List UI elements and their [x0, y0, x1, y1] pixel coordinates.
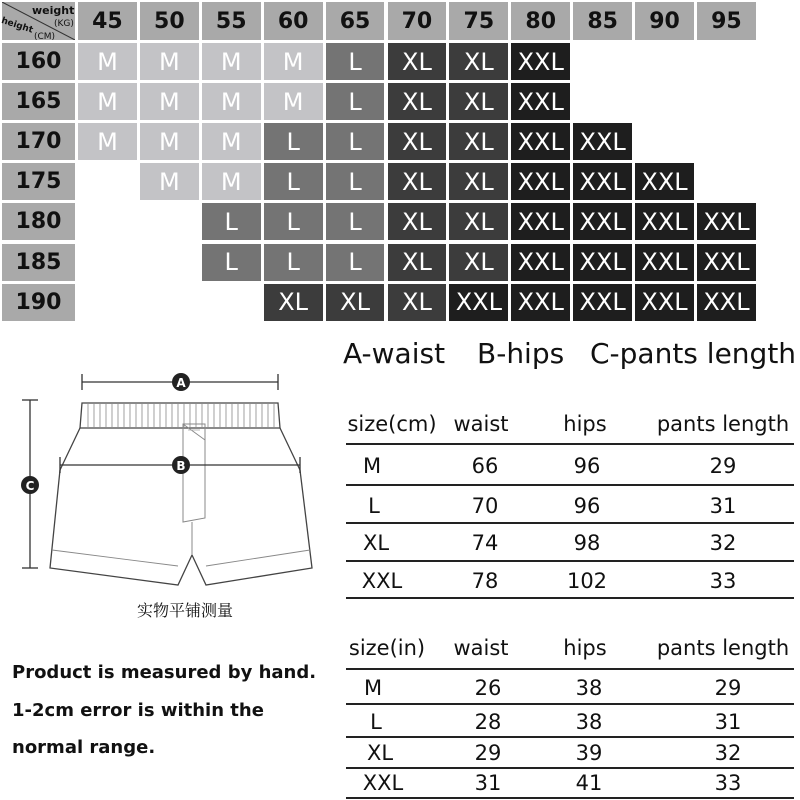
- size-cell: XL: [326, 284, 385, 321]
- size-cell: L: [326, 203, 385, 240]
- size-cell: [78, 203, 137, 240]
- size-cell: M: [140, 123, 199, 160]
- in-row-m-hips: 38: [575, 676, 603, 700]
- size-cell: XL: [449, 163, 508, 200]
- size-cell: XXL: [511, 43, 570, 80]
- cm-row-l-waist: 70: [471, 494, 499, 518]
- in-row-m-length: 29: [714, 676, 742, 700]
- size-cell: L: [326, 244, 385, 281]
- cm-row-xl-length: 32: [709, 531, 737, 555]
- size-cell: [697, 123, 756, 160]
- note-line-1: Product is measured by hand.: [12, 662, 317, 683]
- size-cell: M: [202, 163, 261, 200]
- size-cell: [140, 203, 199, 240]
- cm-table-bottom: [346, 597, 794, 599]
- waistband-pleats: [88, 404, 274, 427]
- size-cell: [635, 43, 694, 80]
- size-cell: [573, 43, 632, 80]
- size-cell: XL: [264, 284, 323, 321]
- weight-header-70: 70: [388, 2, 447, 40]
- cm-row-l-size: L: [368, 494, 380, 518]
- size-cell: M: [202, 43, 261, 80]
- cm-row-l-length: 31: [709, 494, 737, 518]
- size-cell: L: [326, 83, 385, 120]
- in-row-xl-waist: 29: [474, 741, 502, 765]
- in-row-m-waist: 26: [474, 676, 502, 700]
- size-cell: XL: [449, 244, 508, 281]
- fly-outline: [183, 424, 205, 522]
- size-cell: [573, 83, 632, 120]
- size-cell: M: [78, 123, 137, 160]
- cm-row-xxl-size: XXL: [361, 569, 403, 593]
- height-header-190: 190: [2, 284, 75, 321]
- weight-header-50: 50: [140, 2, 199, 40]
- size-cell: L: [264, 123, 323, 160]
- cm-row-divider: [346, 484, 794, 486]
- weight-header-90: 90: [635, 2, 694, 40]
- cm-row-m-waist: 66: [471, 454, 499, 478]
- size-cell: [78, 284, 137, 321]
- size-cell: L: [202, 203, 261, 240]
- cm-row-l-hips: 96: [573, 494, 601, 518]
- in-row-xl-hips: 39: [575, 741, 603, 765]
- in-table-bottom: [346, 797, 794, 799]
- size-cell: XXL: [573, 123, 632, 160]
- size-cell: XL: [388, 43, 447, 80]
- size-cell: XL: [449, 43, 508, 80]
- cm-row-m-length: 29: [709, 454, 737, 478]
- in-row-l-waist: 28: [474, 710, 502, 734]
- size-cell: M: [140, 43, 199, 80]
- size-cell: XXL: [573, 284, 632, 321]
- size-cell: [635, 123, 694, 160]
- cm-row-xl-hips: 98: [573, 531, 601, 555]
- size-cell: XL: [388, 244, 447, 281]
- size-cell: XL: [449, 123, 508, 160]
- matrix-corner: [2, 2, 75, 40]
- cm-row-xxl-length: 33: [709, 569, 737, 593]
- weight-header-75: 75: [449, 2, 508, 40]
- size-cell: [697, 43, 756, 80]
- measure-a-label: A: [176, 376, 186, 390]
- in-row-divider: [346, 767, 794, 769]
- measure-c-label: C: [25, 479, 35, 493]
- weight-header-55: 55: [202, 2, 261, 40]
- weight-header-95: 95: [697, 2, 756, 40]
- legend-b: B-hips: [477, 337, 565, 370]
- weight-header-60: 60: [264, 2, 323, 40]
- size-cell: XXL: [635, 203, 694, 240]
- size-cell: [140, 244, 199, 281]
- in-row-l-size: L: [370, 710, 382, 734]
- in-header-length: pants length: [656, 636, 790, 660]
- size-cell: XL: [388, 83, 447, 120]
- in-row-xxl-size: XXL: [362, 771, 404, 795]
- cm-header-length: pants length: [656, 412, 790, 436]
- size-cell: L: [264, 203, 323, 240]
- in-row-xxl-waist: 31: [474, 771, 502, 795]
- in-row-xl-size: XL: [366, 741, 394, 765]
- size-cell: XXL: [511, 123, 570, 160]
- size-cell: M: [264, 43, 323, 80]
- size-cell: [697, 83, 756, 120]
- cm-row-xxl-hips: 102: [566, 569, 608, 593]
- height-header-175: 175: [2, 163, 75, 200]
- in-header-divider: [346, 668, 794, 670]
- legend-a: A-waist: [343, 337, 446, 370]
- height-header-165: 165: [2, 83, 75, 120]
- right-hem: [206, 550, 310, 566]
- diagram-caption: 实物平铺测量: [136, 601, 233, 620]
- in-row-l-hips: 38: [575, 710, 603, 734]
- left-hem: [52, 550, 178, 566]
- size-cell: M: [78, 43, 137, 80]
- in-row-l-length: 31: [714, 710, 742, 734]
- size-cell: L: [326, 43, 385, 80]
- weight-header-45: 45: [78, 2, 137, 40]
- size-cell: L: [202, 244, 261, 281]
- corner-cm-label: (CM): [34, 32, 56, 42]
- size-cell: M: [202, 83, 261, 120]
- note-line-2: 1-2cm error is within the: [12, 700, 264, 721]
- size-cell: XXL: [511, 83, 570, 120]
- size-cell: XXL: [511, 203, 570, 240]
- in-row-divider: [346, 703, 794, 705]
- size-cell: L: [326, 123, 385, 160]
- size-cell: [78, 163, 137, 200]
- size-cell: XXL: [635, 244, 694, 281]
- size-cell: [697, 163, 756, 200]
- size-cell: [202, 284, 261, 321]
- size-cell: L: [326, 163, 385, 200]
- in-header-size: size(in): [348, 636, 426, 660]
- cm-header-hips: hips: [563, 412, 607, 436]
- cm-header-size: size(cm): [347, 412, 437, 436]
- shorts-diagram: [0, 360, 340, 595]
- in-row-m-size: M: [363, 676, 383, 700]
- size-cell: XXL: [511, 163, 570, 200]
- height-header-160: 160: [2, 43, 75, 80]
- size-cell: L: [264, 244, 323, 281]
- cm-row-m-hips: 96: [573, 454, 601, 478]
- cm-row-divider: [346, 560, 794, 562]
- corner-kg-label: (KG): [54, 19, 74, 29]
- legend-c: C-pants length: [590, 337, 797, 370]
- size-cell: XXL: [697, 284, 756, 321]
- corner-height-label: height: [0, 16, 35, 36]
- height-header-170: 170: [2, 123, 75, 160]
- size-cell: XXL: [449, 284, 508, 321]
- size-cell: XXL: [573, 163, 632, 200]
- size-cell: M: [140, 163, 199, 200]
- cm-header-waist: waist: [453, 412, 509, 436]
- size-cell: XXL: [635, 163, 694, 200]
- cm-row-xl-size: XL: [362, 531, 390, 555]
- size-cell: XL: [388, 123, 447, 160]
- cm-row-xl-waist: 74: [471, 531, 499, 555]
- corner-weight-label: weight: [32, 4, 75, 17]
- in-row-xxl-length: 33: [714, 771, 742, 795]
- size-cell: XXL: [573, 203, 632, 240]
- size-cell: XXL: [573, 244, 632, 281]
- size-cell: XXL: [697, 244, 756, 281]
- height-header-185: 185: [2, 244, 75, 281]
- size-cell: L: [264, 163, 323, 200]
- size-matrix: [0, 0, 800, 317]
- size-cell: XL: [388, 284, 447, 321]
- height-header-180: 180: [2, 203, 75, 240]
- cm-header-divider: [346, 443, 794, 445]
- size-cell: M: [140, 83, 199, 120]
- size-cell: XL: [449, 203, 508, 240]
- size-cell: XXL: [697, 203, 756, 240]
- measure-b-label: B: [176, 459, 186, 473]
- size-cell: [635, 83, 694, 120]
- size-cell: [78, 244, 137, 281]
- in-row-xxl-hips: 41: [575, 771, 603, 795]
- shorts-outline: [50, 428, 312, 585]
- size-cell: [140, 284, 199, 321]
- size-cell: XXL: [511, 244, 570, 281]
- cm-row-divider: [346, 522, 794, 524]
- cm-row-m-size: M: [362, 454, 382, 478]
- size-cell: M: [202, 123, 261, 160]
- size-cell: XL: [388, 163, 447, 200]
- corner-diagonal: [2, 2, 75, 40]
- in-header-hips: hips: [563, 636, 607, 660]
- size-cell: XXL: [635, 284, 694, 321]
- cm-row-xxl-waist: 78: [471, 569, 499, 593]
- in-header-waist: waist: [453, 636, 509, 660]
- size-cell: M: [78, 83, 137, 120]
- size-cell: XL: [388, 203, 447, 240]
- in-row-divider: [346, 736, 794, 738]
- weight-header-65: 65: [326, 2, 385, 40]
- size-cell: XXL: [511, 284, 570, 321]
- in-row-xl-length: 32: [714, 741, 742, 765]
- weight-header-80: 80: [511, 2, 570, 40]
- size-cell: M: [264, 83, 323, 120]
- size-cell: XL: [449, 83, 508, 120]
- note-line-3: normal range.: [12, 737, 156, 758]
- weight-header-85: 85: [573, 2, 632, 40]
